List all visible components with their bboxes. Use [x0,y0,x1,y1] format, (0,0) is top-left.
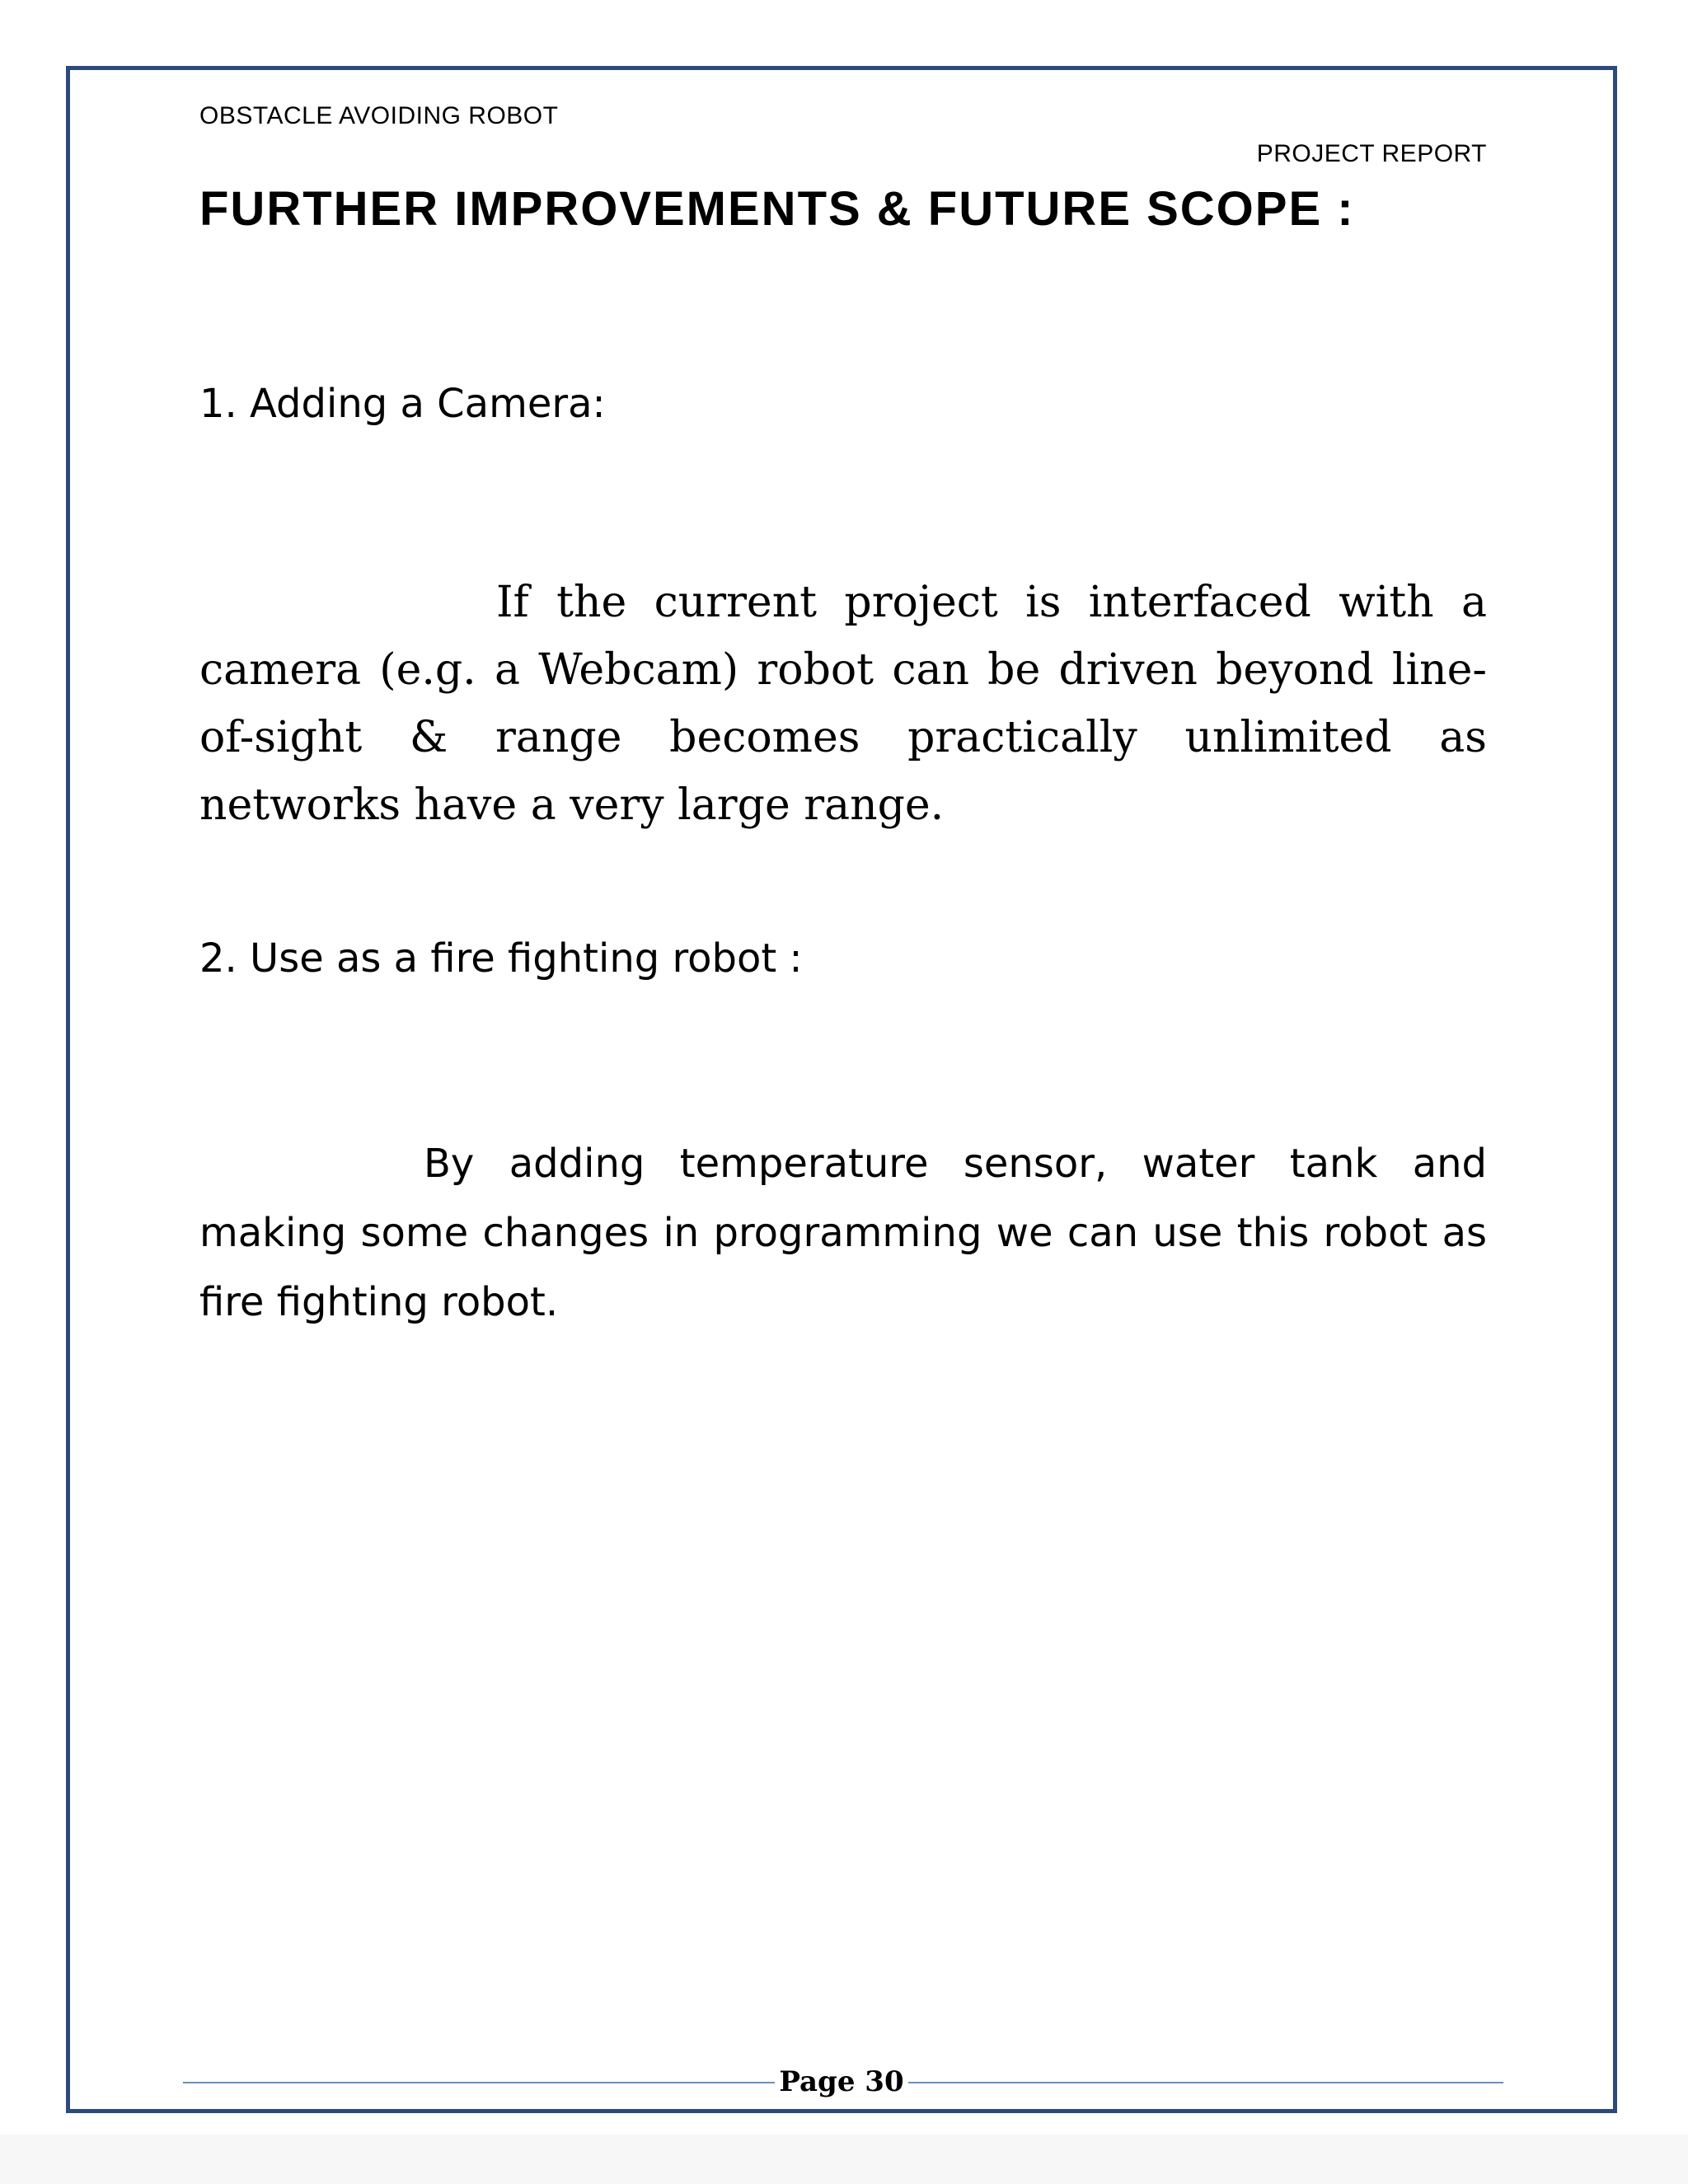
page-bottom-margin [0,2135,1688,2184]
section-body-camera: If the current project is interfaced with a camera (e.g. a Webcam) robot can be driven beyond line-of-sight & range becomes practically unlimited as networks have a very large range. [199,578,1487,830]
page-border [66,66,1617,2113]
header-document-title: OBSTACLE AVOIDING ROBOT [199,102,559,129]
section-body-fire-fighting: By adding temperature sensor, water tank and making some changes in programming we can use this robot as fire fighting robot. [199,1141,1487,1325]
section-heading-camera: 1. Adding a Camera: [199,381,606,427]
footer-rule-left [183,2082,775,2083]
page-title: FURTHER IMPROVEMENTS & FUTURE SCOPE : [199,182,1355,236]
footer-rule-right [908,2082,1503,2083]
header-report-label: PROJECT REPORT [1256,140,1487,167]
section-heading-fire-fighting: 2. Use as a fire fighting robot : [199,935,803,982]
page-number: Page 30 [779,2065,904,2098]
